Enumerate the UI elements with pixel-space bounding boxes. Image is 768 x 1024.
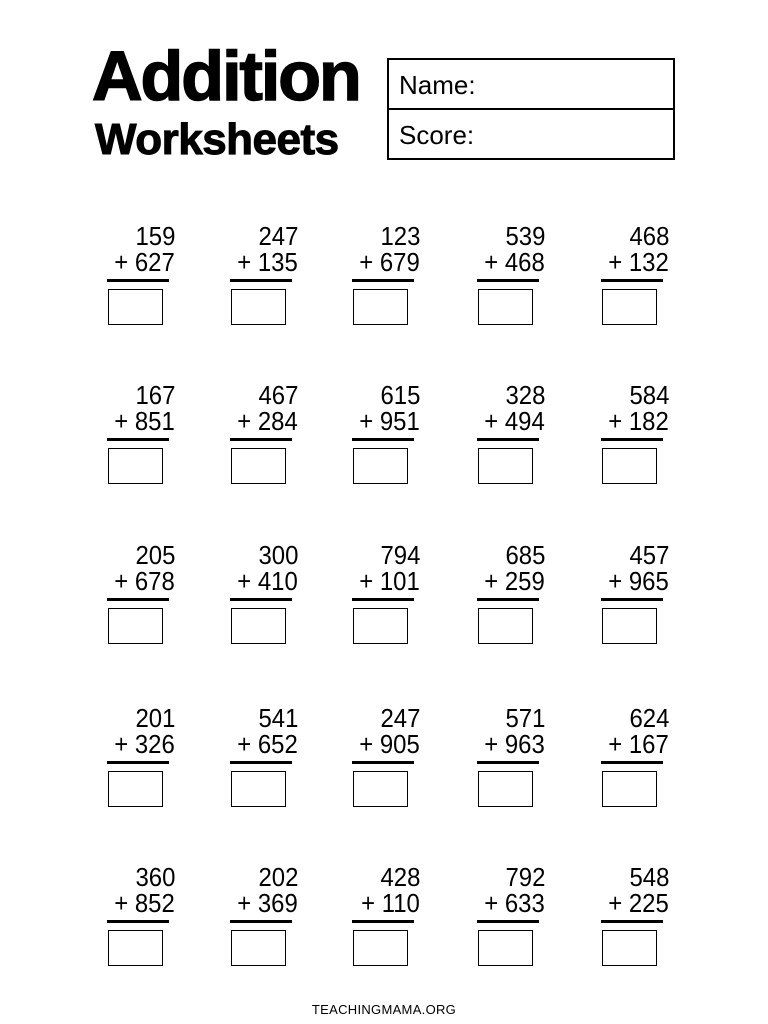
addition-problem — [477, 541, 557, 651]
sum-line — [230, 279, 292, 282]
addition-problem — [601, 222, 681, 332]
bottom-addend: + 851 — [114, 406, 175, 436]
bottom-addend: + 627 — [114, 247, 175, 277]
top-addend: 571 — [505, 703, 545, 733]
bottom-addend: + 652 — [237, 729, 298, 759]
top-addend: 123 — [380, 221, 420, 251]
bottom-addend: + 167 — [608, 729, 669, 759]
addition-problem — [601, 863, 681, 973]
sum-line — [107, 279, 169, 282]
bottom-addend: + 679 — [359, 247, 420, 277]
addition-problem — [601, 541, 681, 651]
answer-box[interactable] — [353, 289, 408, 325]
sum-line — [352, 279, 414, 282]
bottom-addend: + 284 — [237, 406, 298, 436]
answer-box[interactable] — [108, 289, 163, 325]
answer-box[interactable] — [478, 289, 533, 325]
sum-line — [107, 920, 169, 923]
top-addend: 792 — [505, 862, 545, 892]
bottom-addend: + 326 — [114, 729, 175, 759]
sum-line — [107, 761, 169, 764]
bottom-addend: + 101 — [359, 566, 420, 596]
sum-line — [601, 279, 663, 282]
answer-box[interactable] — [108, 608, 163, 644]
top-addend: 457 — [629, 540, 669, 570]
sum-line — [477, 279, 539, 282]
top-addend: 467 — [258, 380, 298, 410]
answer-box[interactable] — [602, 608, 657, 644]
answer-box[interactable] — [108, 930, 163, 966]
sum-line — [477, 761, 539, 764]
sum-line — [352, 761, 414, 764]
bottom-addend: + 965 — [608, 566, 669, 596]
top-addend: 615 — [380, 380, 420, 410]
top-addend: 201 — [135, 703, 175, 733]
addition-problem — [230, 381, 310, 491]
bottom-addend: + 225 — [608, 888, 669, 918]
bottom-addend: + 963 — [484, 729, 545, 759]
top-addend: 548 — [629, 862, 669, 892]
addition-problem — [230, 222, 310, 332]
top-addend: 167 — [135, 380, 175, 410]
sum-line — [230, 761, 292, 764]
sum-line — [107, 438, 169, 441]
answer-box[interactable] — [602, 289, 657, 325]
bottom-addend: + 410 — [237, 566, 298, 596]
bottom-addend: + 494 — [484, 406, 545, 436]
top-addend: 300 — [258, 540, 298, 570]
answer-box[interactable] — [602, 930, 657, 966]
bottom-addend: + 259 — [484, 566, 545, 596]
answer-box[interactable] — [478, 608, 533, 644]
answer-box[interactable] — [478, 930, 533, 966]
addition-problem — [230, 704, 310, 814]
answer-box[interactable] — [478, 448, 533, 484]
bottom-addend: + 369 — [237, 888, 298, 918]
bottom-addend: + 182 — [608, 406, 669, 436]
answer-box[interactable] — [353, 608, 408, 644]
top-addend: 541 — [258, 703, 298, 733]
addition-problem — [352, 381, 432, 491]
addition-problem — [230, 863, 310, 973]
addition-problem — [477, 222, 557, 332]
footer-credit: TEACHINGMAMA.ORG — [311, 1002, 457, 1017]
sum-line — [477, 920, 539, 923]
addition-problem — [477, 381, 557, 491]
answer-box[interactable] — [108, 771, 163, 807]
top-addend: 539 — [505, 221, 545, 251]
bottom-addend: + 132 — [608, 247, 669, 277]
bottom-addend: + 951 — [359, 406, 420, 436]
sum-line — [477, 598, 539, 601]
top-addend: 624 — [629, 703, 669, 733]
addition-problem — [601, 704, 681, 814]
addition-problem — [477, 704, 557, 814]
addition-problem — [352, 541, 432, 651]
addition-problem — [107, 541, 187, 651]
top-addend: 428 — [380, 862, 420, 892]
answer-box[interactable] — [602, 771, 657, 807]
sum-line — [601, 598, 663, 601]
name-label: Name: — [399, 70, 476, 100]
bottom-addend: + 678 — [114, 566, 175, 596]
addition-problem — [477, 863, 557, 973]
worksheet-subtitle: Worksheets — [95, 115, 339, 164]
bottom-addend: + 905 — [359, 729, 420, 759]
bottom-addend: + 633 — [484, 888, 545, 918]
answer-box[interactable] — [478, 771, 533, 807]
sum-line — [477, 438, 539, 441]
addition-problem — [230, 541, 310, 651]
answer-box[interactable] — [231, 448, 286, 484]
sum-line — [601, 761, 663, 764]
top-addend: 794 — [380, 540, 420, 570]
bottom-addend: + 468 — [484, 247, 545, 277]
answer-box[interactable] — [231, 771, 286, 807]
sum-line — [230, 920, 292, 923]
sum-line — [601, 438, 663, 441]
answer-box[interactable] — [231, 608, 286, 644]
addition-problem — [352, 222, 432, 332]
addition-problem — [352, 704, 432, 814]
top-addend: 247 — [258, 221, 298, 251]
answer-box[interactable] — [353, 771, 408, 807]
answer-box[interactable] — [602, 448, 657, 484]
answer-box[interactable] — [231, 930, 286, 966]
bottom-addend: + 110 — [361, 888, 420, 918]
addition-problem — [107, 222, 187, 332]
sum-line — [352, 598, 414, 601]
top-addend: 360 — [135, 862, 175, 892]
answer-box[interactable] — [353, 930, 408, 966]
top-addend: 247 — [380, 703, 420, 733]
addition-problem — [352, 863, 432, 973]
top-addend: 584 — [629, 380, 669, 410]
answer-box[interactable] — [108, 448, 163, 484]
sum-line — [352, 438, 414, 441]
addition-problem — [107, 704, 187, 814]
sum-line — [601, 920, 663, 923]
top-addend: 159 — [135, 221, 175, 251]
addition-problem — [107, 381, 187, 491]
top-addend: 205 — [135, 540, 175, 570]
addition-problem — [601, 381, 681, 491]
answer-box[interactable] — [353, 448, 408, 484]
sum-line — [352, 920, 414, 923]
sum-line — [107, 598, 169, 601]
addition-problem — [107, 863, 187, 973]
bottom-addend: + 852 — [114, 888, 175, 918]
top-addend: 468 — [629, 221, 669, 251]
top-addend: 202 — [258, 862, 298, 892]
score-label: Score: — [399, 120, 475, 150]
top-addend: 328 — [505, 380, 545, 410]
answer-box[interactable] — [231, 289, 286, 325]
top-addend: 685 — [505, 540, 545, 570]
worksheet-title: Addition — [92, 37, 360, 115]
sum-line — [230, 438, 292, 441]
sum-line — [230, 598, 292, 601]
bottom-addend: + 135 — [237, 247, 298, 277]
